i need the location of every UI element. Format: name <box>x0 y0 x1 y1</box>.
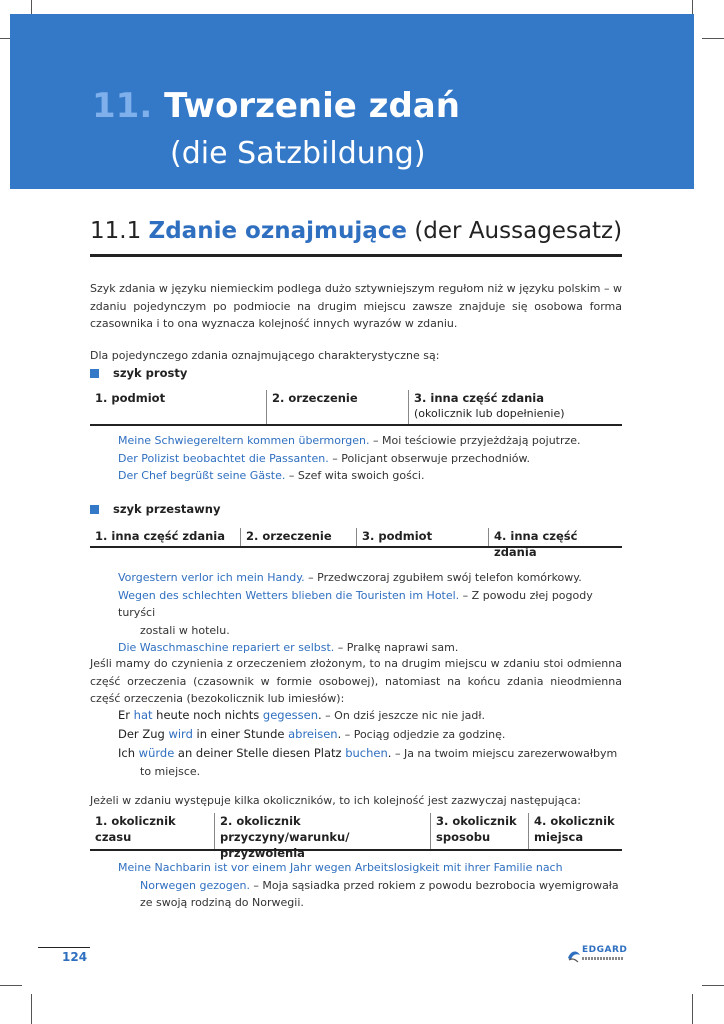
table-cell <box>408 390 622 424</box>
table-cell: 4. inna część zdania <box>488 528 622 546</box>
crop-mark <box>702 38 724 39</box>
table-cell <box>528 813 622 849</box>
page-number: 124 <box>62 950 88 964</box>
chapter-number: 11. <box>92 86 153 126</box>
chapter-subtitle: (die Satzbildung) <box>170 136 426 171</box>
table-cell-text: miejsca <box>534 830 584 844</box>
example-german: Meine Nachbarin ist vor einem Jahr wegen Arbeitslosigkeit mit ihrer Familie nach <box>118 861 563 874</box>
example-line <box>118 744 622 763</box>
table-cell: 2. orzeczenie <box>266 390 408 424</box>
example-part: . <box>318 708 322 722</box>
example-continuation <box>118 877 622 895</box>
intro-paragraph-2: Dla pojedynczego zdania oznajmującego charakterystyczne są: <box>90 349 440 362</box>
table-cell-text: 3. inna część zdania <box>414 391 545 405</box>
examples-szyk-przestawny <box>118 569 622 657</box>
table-szyk-przestawny <box>90 528 622 559</box>
bullet-label: szyk przestawny <box>113 502 221 516</box>
example-german: Die Waschmaschine repariert er selbst. <box>118 641 335 654</box>
example-polish: – Pralkę naprawi sam. <box>334 641 459 654</box>
example-continuation: zostali w hotelu. <box>140 623 230 637</box>
table-cell <box>214 813 430 860</box>
example-part: . <box>387 746 392 760</box>
bullet-square-icon <box>90 505 99 514</box>
crop-mark <box>702 985 724 986</box>
example-verb: würde <box>138 746 175 760</box>
example-polish: – Z powodu złej pogody turyści <box>118 588 593 619</box>
example-verb: abreisen <box>288 727 338 741</box>
logo-text: EDGARD <box>582 945 628 955</box>
logo-tagline <box>582 957 624 960</box>
crop-mark <box>692 994 693 1024</box>
chapter-title-text: Tworzenie zdań <box>164 86 460 126</box>
example-verb: buchen <box>345 746 388 760</box>
section-title <box>90 218 622 244</box>
bullet-szyk-prosty <box>90 366 187 380</box>
compound-examples <box>118 706 622 781</box>
table-cell-text: 3. okolicznik <box>436 814 517 828</box>
chapter-header <box>10 14 694 189</box>
table-cell-subtext: (okolicznik lub dopełnienie) <box>414 407 565 420</box>
example-line <box>118 706 622 725</box>
example-part: Ich <box>118 746 139 760</box>
crop-mark <box>31 994 32 1024</box>
example-german: Der Chef begrüßt seine Gäste. <box>118 469 286 482</box>
table-cell: 1. okolicznik czasu <box>95 814 176 844</box>
table-cell-text: przyzwolenia <box>220 846 305 860</box>
chapter-title <box>92 86 460 126</box>
table-cell: 1. inna część zdania <box>95 529 226 543</box>
logo-swirl-icon <box>566 946 582 964</box>
example-line <box>118 587 622 622</box>
table-cell: 3. podmiot <box>356 528 488 546</box>
example-line <box>118 467 622 485</box>
example-continuation: to miejsce. <box>140 765 201 778</box>
example-polish: – Pociąg odjedzie za godzinę. <box>341 728 506 741</box>
example-part: an deiner Stelle diesen Platz <box>174 746 346 760</box>
adverbial-example <box>118 859 622 912</box>
example-verb: hat <box>133 708 153 722</box>
example-german: Wegen des schlechten Wetters blieben die Touristen im Hotel. <box>118 588 460 602</box>
example-polish: – Ja na twoim miejscu zarezerwowałbym <box>391 747 618 760</box>
table-adverbials <box>90 813 622 860</box>
bullet-szyk-przestawny <box>90 502 221 516</box>
table-cell <box>430 813 528 849</box>
table-szyk-prosty <box>90 390 622 426</box>
example-polish: – Przedwczoraj zgubiłem swój telefon komórkowy. <box>304 571 582 584</box>
example-part: Der Zug <box>118 727 169 741</box>
example-continuation: ze swoją rodziną do Norwegii. <box>140 896 304 909</box>
crop-mark <box>0 985 22 986</box>
example-line <box>118 432 622 450</box>
example-german: Meine Schwiegereltern kommen übermorgen. <box>118 434 370 447</box>
section-title-bold: Zdanie oznajmujące <box>148 218 408 244</box>
adverbial-paragraph: Jeżeli w zdaniu występuje kilka okoliczników, to ich kolejność jest zazwyczaj następująca: <box>90 794 581 807</box>
example-polish: – Moja sąsiadka przed rokiem z powodu bezrobocia wyemigrowała <box>249 878 619 892</box>
table-cell-text: 2. okolicznik przyczyny/warunku/ <box>220 814 350 844</box>
example-polish: – On dziś jeszcze nic nie jadł. <box>321 709 486 722</box>
example-german: Norwegen gezogen. <box>140 878 250 892</box>
examples-szyk-prosty <box>118 432 622 485</box>
example-polish: – Moi teściowie przyjeżdżają pojutrze. <box>369 434 581 447</box>
section-number: 11.1 <box>90 218 142 244</box>
example-part: Er <box>118 708 134 722</box>
intro-paragraph: Szyk zdania w języku niemieckim podlega dużo sztywniejszym regułom niż w języku polskim – w zdaniu pojedynczym po podmiocie na drugim miejscu zawsze znajduje się osobowa forma czasownika i to ona wyznacza kolejność innych wyrazów w zdaniu. <box>90 282 622 330</box>
table-cell: 1. podmiot <box>95 391 166 405</box>
example-german: Vorgestern verlor ich mein Handy. <box>118 571 305 584</box>
example-line <box>118 639 622 657</box>
example-part: in einer Stunde <box>192 727 289 741</box>
table-cell-text: 4. okolicznik <box>534 814 615 828</box>
example-polish: – Szef wita swoich gości. <box>285 469 425 482</box>
table-cell: 2. orzeczenie <box>240 528 356 546</box>
footer-rule <box>38 947 90 948</box>
section-title-rest: (der Aussagesatz) <box>414 218 623 244</box>
table-cell-text: sposobu <box>436 830 491 844</box>
bullet-square-icon <box>90 369 99 378</box>
example-verb: wird <box>168 727 193 741</box>
example-part: . <box>337 727 342 741</box>
example-verb: gegessen <box>262 708 319 722</box>
example-part: heute noch nichts <box>152 708 263 722</box>
example-polish: – Policjant obserwuje przechodniów. <box>328 451 530 465</box>
publisher-logo <box>566 944 626 966</box>
compound-predicate-paragraph: Jeśli mamy do czynienia z orzeczeniem złożonym, to na drugim miejscu w zdaniu stoi odmienna część orzeczenia (czasownik w formie osobowej), natomiast na końcu zdania nieodmienna część orzeczenia (bezokolicznik lub imiesłów): <box>90 657 622 705</box>
example-line <box>118 725 622 744</box>
example-line <box>118 569 622 587</box>
example-german: Der Polizist beobachtet die Passanten. <box>118 451 329 465</box>
bullet-label: szyk prosty <box>113 366 188 380</box>
section-rule <box>90 254 622 257</box>
example-line <box>118 450 622 468</box>
